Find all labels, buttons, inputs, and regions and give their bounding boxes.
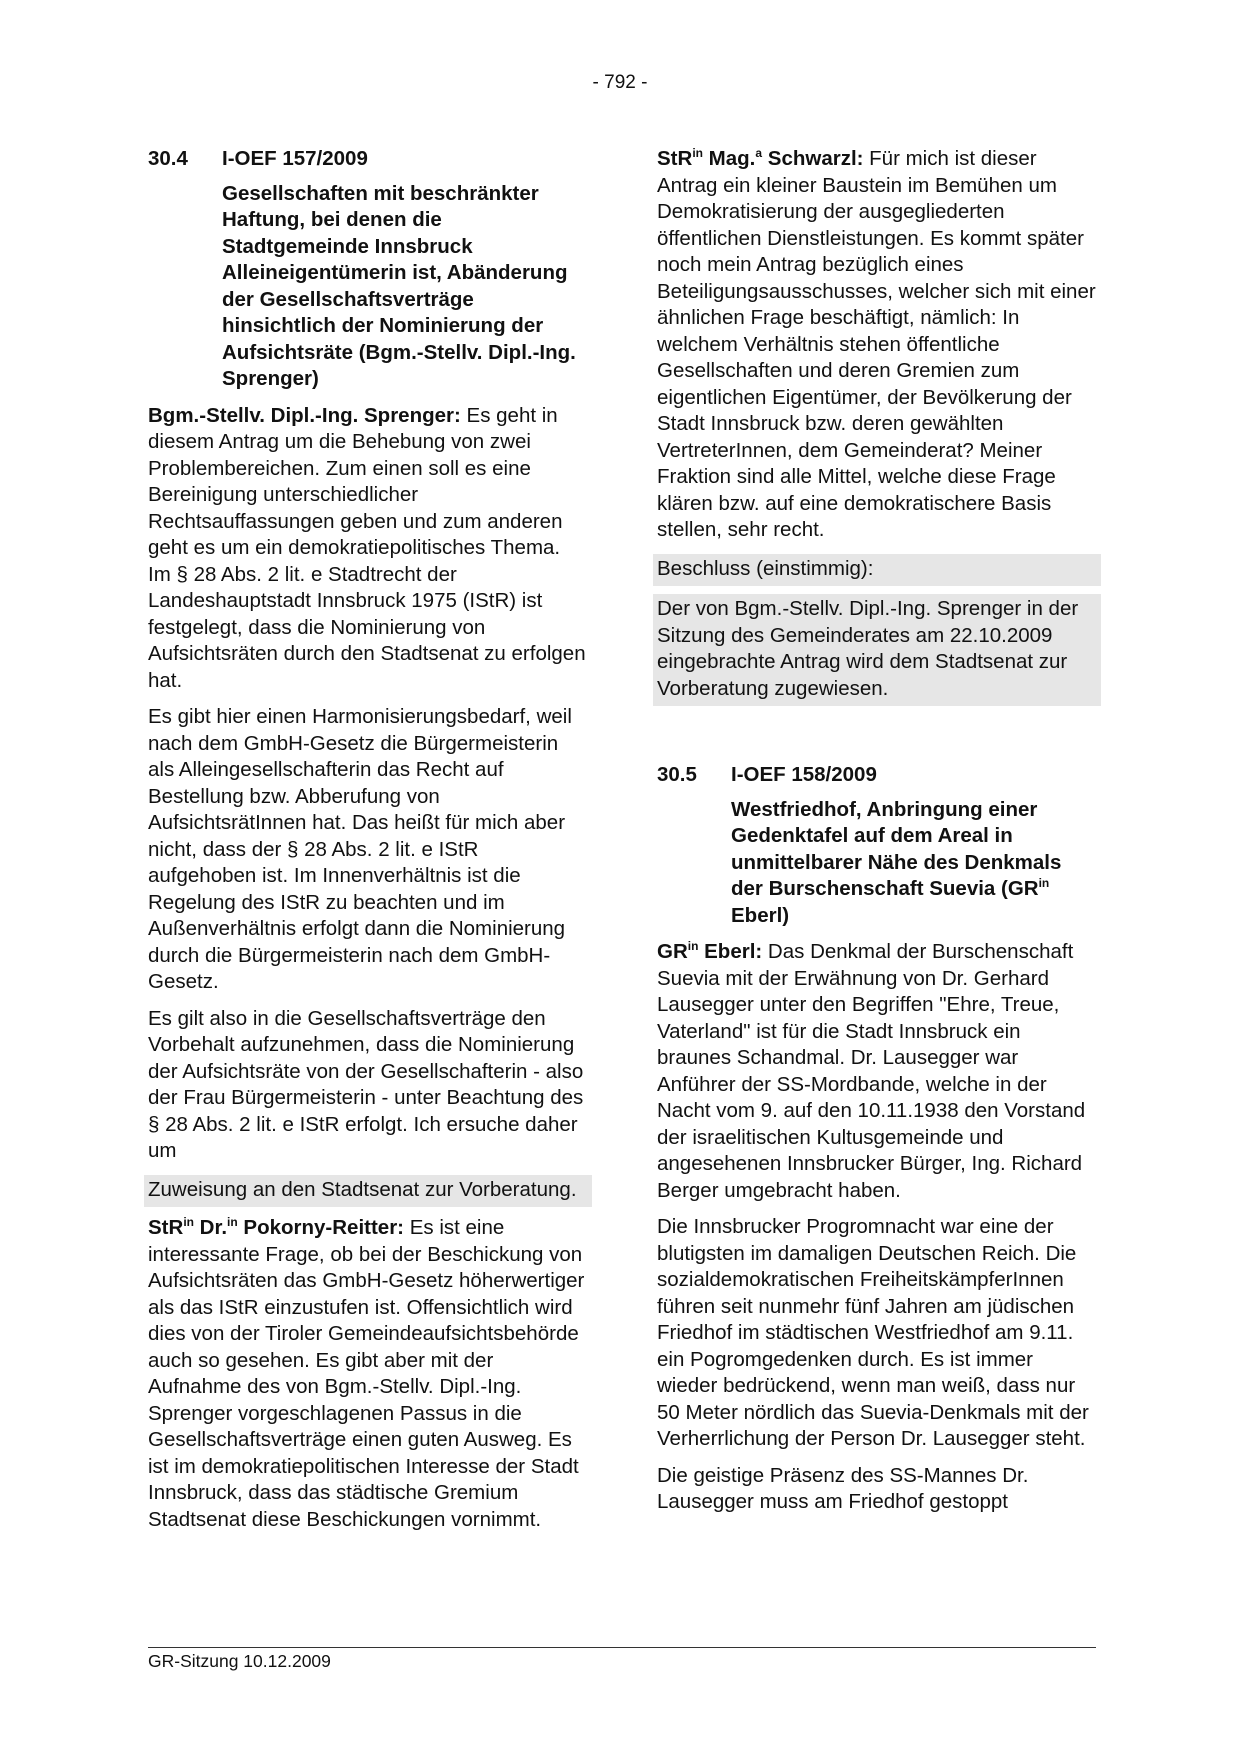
item-number: 30.5 xyxy=(657,763,697,786)
speech-text: Es ist eine interessante Frage, ob bei der Beschickung von Aufsichtsräten das GmbH-Gesetz höherwertiger als das IStR einzustufen ist. Offensichtlich wird dies von der Tiroler Gemeindeaufsichtsbehörde auch so gesehen. Es gibt aber mit der Aufnahme des von Bgm.-Stellv. Dipl.-Ing. Sprenger vorgeschlagenen Passus in die Gesellschaftsverträge einen guten Ausweg. Es ist im demokratiepolitischen Interesse der Stadt Innsbruck, dass das städtische Gremium Stadtsenat diese Beschickungen vornimmt. xyxy=(148,1216,585,1531)
speech-paragraph xyxy=(148,403,588,695)
footer: GR-Sitzung 10.12.2009 xyxy=(148,1651,331,1671)
item-number: 30.4 xyxy=(148,147,188,170)
item-code: I-OEF 158/2009 xyxy=(731,763,877,786)
item-code: I-OEF 157/2009 xyxy=(222,147,368,170)
paragraph: Es gilt also in die Gesellschaftsverträge den Vorbehalt aufzunehmen, dass die Nominierung der Aufsichtsräte von der Gesellschafterin - also der Frau Bürgermeisterin - unter Beachtung des § 28 Abs. 2 lit. e IStR erfolgt. Ich ersuche daher um xyxy=(148,1006,584,1162)
resolution-text: Der von Bgm.-Stellv. Dipl.-Ing. Sprenger in der Sitzung des Gemeinderates am 22.10.2009 eingebrachte Antrag wird dem Stadtsenat zur Vorberatung zugewiesen. xyxy=(653,594,1101,706)
paragraph: Es gibt hier einen Harmonisierungsbedarf, weil nach dem GmbH-Gesetz die Bürgermeisterin als Alleingesellschafterin das Recht auf Bestellung bzw. Abberufung von AufsichtsrätInnen hat. Das heißt für mich aber nicht, dass der § 28 Abs. 2 lit. e IStR aufgehoben ist. Im Innenverhältnis ist die Regelung des IStR zu beachten und im Außenverhältnis erfolgt dann die Nominierung durch die Bürgermeisterin nach dem GmbH-Gesetz. xyxy=(148,705,572,993)
speech-text: Das Denkmal der Burschenschaft Suevia mit der Erwähnung von Dr. Gerhard Lausegger unter den Begriffen "Ehre, Treue, Vaterland" ist für die Stadt Innsbruck ein braunes Schandmal. Dr. Lausegger war Anführer der SS-Mordbande, welche in der Nacht vom 9. auf den 10.11.1938 den Vorstand der israelitischen Kultusgemeinde und angesehenen Innsbrucker Bürger, Ing. Richard Berger umgebracht haben. xyxy=(657,940,1086,1202)
speaker-name: StR$^{in}$ Mag.$^a$ Schwarzl: xyxy=(657,146,864,170)
speech-text: Es geht in diesem Antrag um die Behebung von zwei Problembereichen. Zum einen soll es eine Bereinigung unterschiedlicher Rechtsauffassungen geben und zum anderen geht es um ein demokratiepolitisches Thema. Im § 28 Abs. 2 lit. e Stadtrecht der Landeshauptstadt Innsbruck 1975 (IStR) ist festgelegt, dass die Nominierung von Aufsichtsräten durch den Stadtsenat zu erfolgen hat. xyxy=(148,403,586,692)
paragraph: Die geistige Präsenz des SS-Mannes Dr. Lausegger muss am Friedhof gestoppt xyxy=(657,1463,1029,1513)
item-title: Gesellschaften mit beschränkter Haftung, bei denen die Stadtgemeinde Innsbruck Alleineigentümerin ist, Abänderung der Gesellschaftsverträge hinsichtlich der Nominierung der Aufsichtsräte (Bgm.-Stellv. Dipl.-Ing. Sprenger) xyxy=(222,181,576,390)
footer-divider xyxy=(148,1647,1096,1648)
left-column xyxy=(148,146,588,1543)
motion-box: Zuweisung an den Stadtsenat zur Vorberatung. xyxy=(144,1175,592,1208)
speech-paragraph xyxy=(657,146,1097,544)
resolution-label: Beschluss (einstimmig): xyxy=(653,554,1101,587)
agenda-item-heading xyxy=(657,762,1097,789)
speaker-name: $GR^{in}$ Eberl: xyxy=(657,939,763,963)
speaker-name: StR$^{in}$ Dr.$^{in}$ Pokorny-Reitter: xyxy=(148,1215,405,1239)
right-column xyxy=(657,146,1097,1526)
speaker-name: Bgm.-Stellv. Dipl.-Ing. Sprenger: xyxy=(148,403,461,427)
speech-paragraph xyxy=(657,939,1097,1204)
page-number: - 792 - xyxy=(592,72,648,93)
item-title: Westfriedhof, Anbringung einer Gedenktafel auf dem Areal in unmittelbarer Nähe des Denkmals der Burschenschaft Suevia ($GR^{in}$ Eberl) xyxy=(731,797,1062,927)
speech-text: Für mich ist dieser Antrag ein kleiner Baustein im Bemühen um Demokratisierung der ausgegliederten öffentlichen Dienstleistungen. Es kommt später noch mein Antrag bezüglich eines Beteiligungsausschusses, welcher sich mit einer ähnlichen Frage beschäftigt, nämlich: In welchem Verhältnis stehen öffentliche Gesellschaften und deren Gremien zum eigentlichen Eigentümer, der Bevölkerung der Stadt Innsbruck bzw. deren gewählten VertreterInnen, dem Gemeinderat? Meiner Fraktion sind alle Mittel, welche diese Frage klären bzw. auf eine demokratischere Basis stellen, sehr recht. xyxy=(657,147,1096,541)
agenda-item-heading xyxy=(148,146,588,173)
speech-paragraph xyxy=(148,1215,588,1533)
paragraph: Die Innsbrucker Progromnacht war eine der blutigsten im damaligen Deutschen Reich. Die sozialdemokratischen FreiheitskämpferInnen führen seit nunmehr fünf Jahren am jüdischen Friedhof im städtischen Westfriedhof am 9.11. ein Pogromgedenken durch. Es ist immer wieder bedrückend, wenn man weiß, dass nur 50 Meter nördlich das Suevia-Denkmals mit der Verherrlichung der Person Dr. Lausegger steht. xyxy=(657,1215,1089,1450)
